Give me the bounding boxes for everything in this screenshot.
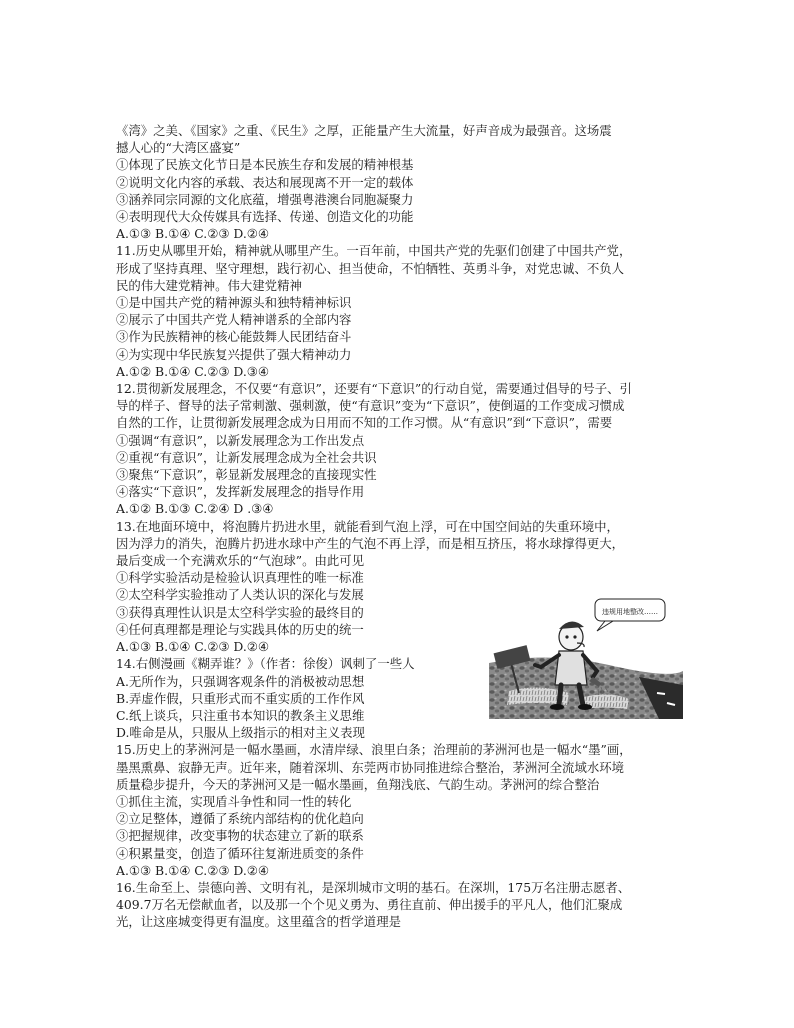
question-stem: 16.生命至上、崇德向善、文明有礼，是深圳城市文明的基石。在深圳，175万名注册志愿者、 <box>116 879 631 895</box>
option-4: ④落实“下意识”，发挥新发展理念的指导作用 <box>116 484 365 500</box>
option-2: ②说明文化内容的承载、表达和展现离不开一定的载体 <box>116 174 414 190</box>
option-b: B.弄虚作假，只重形式而不重实质的工作作风 <box>116 690 365 706</box>
option-4: ④任何真理都是理论与实践具体的历史的统一 <box>116 621 364 637</box>
option-3: ③作为民族精神的核心能鼓舞人民团结奋斗 <box>116 329 352 345</box>
option-1: ①体现了民族文化节日是本民族生存和发展的精神根基 <box>116 157 414 173</box>
option-1: ①是中国共产党的精神源头和独特精神标识 <box>116 295 352 311</box>
option-2: ②展示了中国共产党人精神谱系的全部内容 <box>116 312 352 328</box>
question-stem: 12.贯彻新发展理念，不仅要“有意识”，还要有“下意识”的行动自觉，需要通过倡导的号子、引 <box>116 381 632 397</box>
option-3: ③涵养同宗同源的文化底蕴，增强粤港澳台同胞凝聚力 <box>116 191 414 207</box>
option-a: A.无所作为，只强调客观条件的消极被动思想 <box>116 673 365 689</box>
answer-choices: A.①③ B.①④ C.②③ D.②④ <box>116 862 270 878</box>
question-stem: 形成了坚持真理、坚守理想，践行初心、担当使命，不怕牺牲、英勇斗争，对党忠诚、不负人 <box>116 260 625 276</box>
question-12 <box>116 380 686 518</box>
text-line: 《湾》之美、《国家》之重、《民生》之厚，正能量产生大流量，好声音成为最强音。这场震 <box>116 123 612 138</box>
option-3: ③把握规律，改变事物的状态建立了新的联系 <box>116 828 364 844</box>
question-stem: 最后变成一个充满欢乐的“气泡球”。由此可见 <box>116 553 365 569</box>
question-stem: 导的样子、督导的法子常刺激、强刺激，使“有意识”变为“下意识”，使倒逼的工作变成习惯成 <box>116 398 625 414</box>
question-stem: 14.右侧漫画《糊弄谁？》（作者：徐俊）讽刺了一些人 <box>116 656 415 672</box>
question-stem: 因为浮力的消失，泡腾片扔进水球中产生的气泡不再上浮，而是相互挤压，将水球撑得更大， <box>116 535 625 551</box>
option-3: ③获得真理性认识是太空科学实验的最终目的 <box>116 604 364 620</box>
option-2: ②重视“有意识”，让新发展理念成为全社会共识 <box>116 449 377 465</box>
question-16 <box>116 879 686 931</box>
answer-choices: A.①③ B.①④ C.②③ D.②④ <box>116 226 270 242</box>
cartoon-illustration <box>489 593 683 719</box>
option-4: ④为实现中华民族复兴提供了强大精神动力 <box>116 346 352 362</box>
option-2: ②立足整体，遵循了系统内部结构的优化趋向 <box>116 811 364 827</box>
question-stem: 光，让这座城变得更有温度。这里蕴含的哲学道理是 <box>116 914 401 930</box>
question-10-tail <box>116 122 686 242</box>
question-15 <box>116 741 686 879</box>
option-d: D.唯命是从，只服从上级指示的相对主义表现 <box>116 725 365 741</box>
option-1: ①强调“有意识”，以新发展理念为工作出发点 <box>116 432 365 448</box>
question-stem: 15.历史上的茅洲河是一幅水墨画，水清岸绿、浪里白条；治理前的茅洲河也是一幅水“墨”画， <box>116 742 632 758</box>
exam-page <box>116 122 686 931</box>
question-stem: 墨黑熏鼻、寂静无声。近年来，随着深圳、东莞两市协同推进综合整治，茅洲河全流域水环境 <box>116 759 625 775</box>
option-1: ①科学实验活动是检验认识真理性的唯一标准 <box>116 570 364 586</box>
question-11 <box>116 242 686 380</box>
question-stem: 11.历史从哪里开始，精神就从哪里产生。一百年前，中国共产党的先驱们创建了中国共产党， <box>116 243 632 259</box>
option-c: C.纸上谈兵，只注重书本知识的教条主义思维 <box>116 707 365 723</box>
question-stem: 自然的工作，让贯彻新发展理念成为日用而不知的工作习惯。从“有意识”到“下意识”，需要 <box>116 415 613 431</box>
question-stem: 409.7万名无偿献血者，以及那一个个见义勇为、勇往直前、伸出援手的平凡人，他们汇聚成 <box>116 897 623 913</box>
question-stem: 13.在地面环境中，将泡腾片扔进水里，就能看到气泡上浮，可在中国空间站的失重环境中， <box>116 518 619 534</box>
option-3: ③聚焦“下意识”，彰显新发展理念的直接现实性 <box>116 467 377 483</box>
option-4: ④表明现代大众传媒具有选择、传递、创造文化的功能 <box>116 209 414 225</box>
option-2: ②太空科学实验推动了人类认识的深化与发展 <box>116 587 364 603</box>
answer-choices: A.①③ B.①④ C.②③ D.②④ <box>116 639 270 655</box>
answer-choices: A.①② B.①④ C.②③ D.③④ <box>116 363 270 379</box>
question-stem: 民的伟大建党精神。伟大建党精神 <box>116 277 302 293</box>
option-4: ④积累量变，创造了循环往复渐进质变的条件 <box>116 845 364 861</box>
answer-choices: A.①② B.①③ C.②④ D .③④ <box>116 501 274 517</box>
speech-bubble-text: 违规用地整改…… <box>602 608 658 616</box>
text-line: 撼人心的“大湾区盛宴” <box>116 140 241 156</box>
option-1: ①抓住主流，实现盾斗争性和同一性的转化 <box>116 793 352 809</box>
question-stem: 质量稳步提升，今天的茅洲河又是一幅水墨画，鱼翔浅底、气韵生动。茅洲河的综合整治 <box>116 776 600 792</box>
